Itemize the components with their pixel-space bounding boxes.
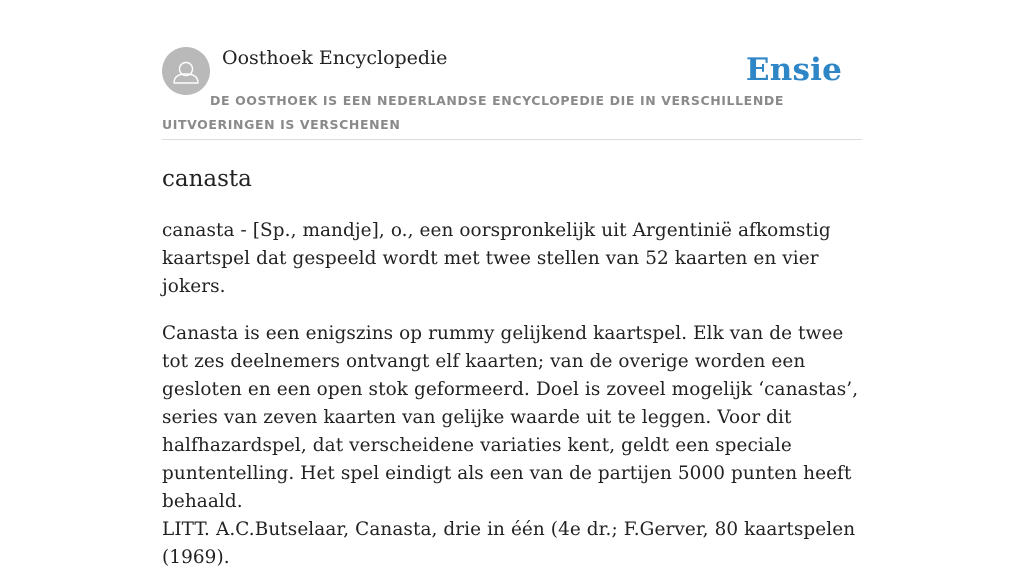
avatar[interactable] [162,47,210,95]
brand-logo[interactable]: Ensie [745,52,842,88]
entry-definition: canasta - [Sp., mandje], o., een oorspronkelijk uit Argentinië afkomstig kaartspel dat gespeeld wordt met twee stellen van 52 kaarten en vier jokers. [162,220,831,297]
user-silhouette-icon [162,47,210,95]
entry-body: Canasta is een enigszins op rummy gelijkend kaartspel. Elk van de twee tot zes deelnemers ontvangt elf kaarten; van de overige worden een gesloten en een open stok geformeerd. Doel is zoveel mogelijk ‘canastas’, series van zeven kaarten van gelijke waarde uit te leggen. Voor dit halfhazardspel, dat verscheidene variaties kent, geldt een speciale puntentelling. Het spel eindigt als een van de partijen 5000 punten heeft behaald. [162,323,859,512]
page-content [162,0,862,572]
entry-literature: LITT. A.C.Butselaar, Canasta, drie in één (4e dr.; F.Gerver, 80 kaartspelen (1969). [162,519,856,568]
source-description: DE OOSTHOEK IS EEN NEDERLANDSE ENCYCLOPEDIE DIE IN VERSCHILLENDE UITVOERINGEN IS VERSCHENEN [162,93,784,132]
source-title[interactable]: Oosthoek Encyclopedie [222,47,448,69]
source-header [162,0,862,140]
entry-term: canasta [162,166,252,192]
